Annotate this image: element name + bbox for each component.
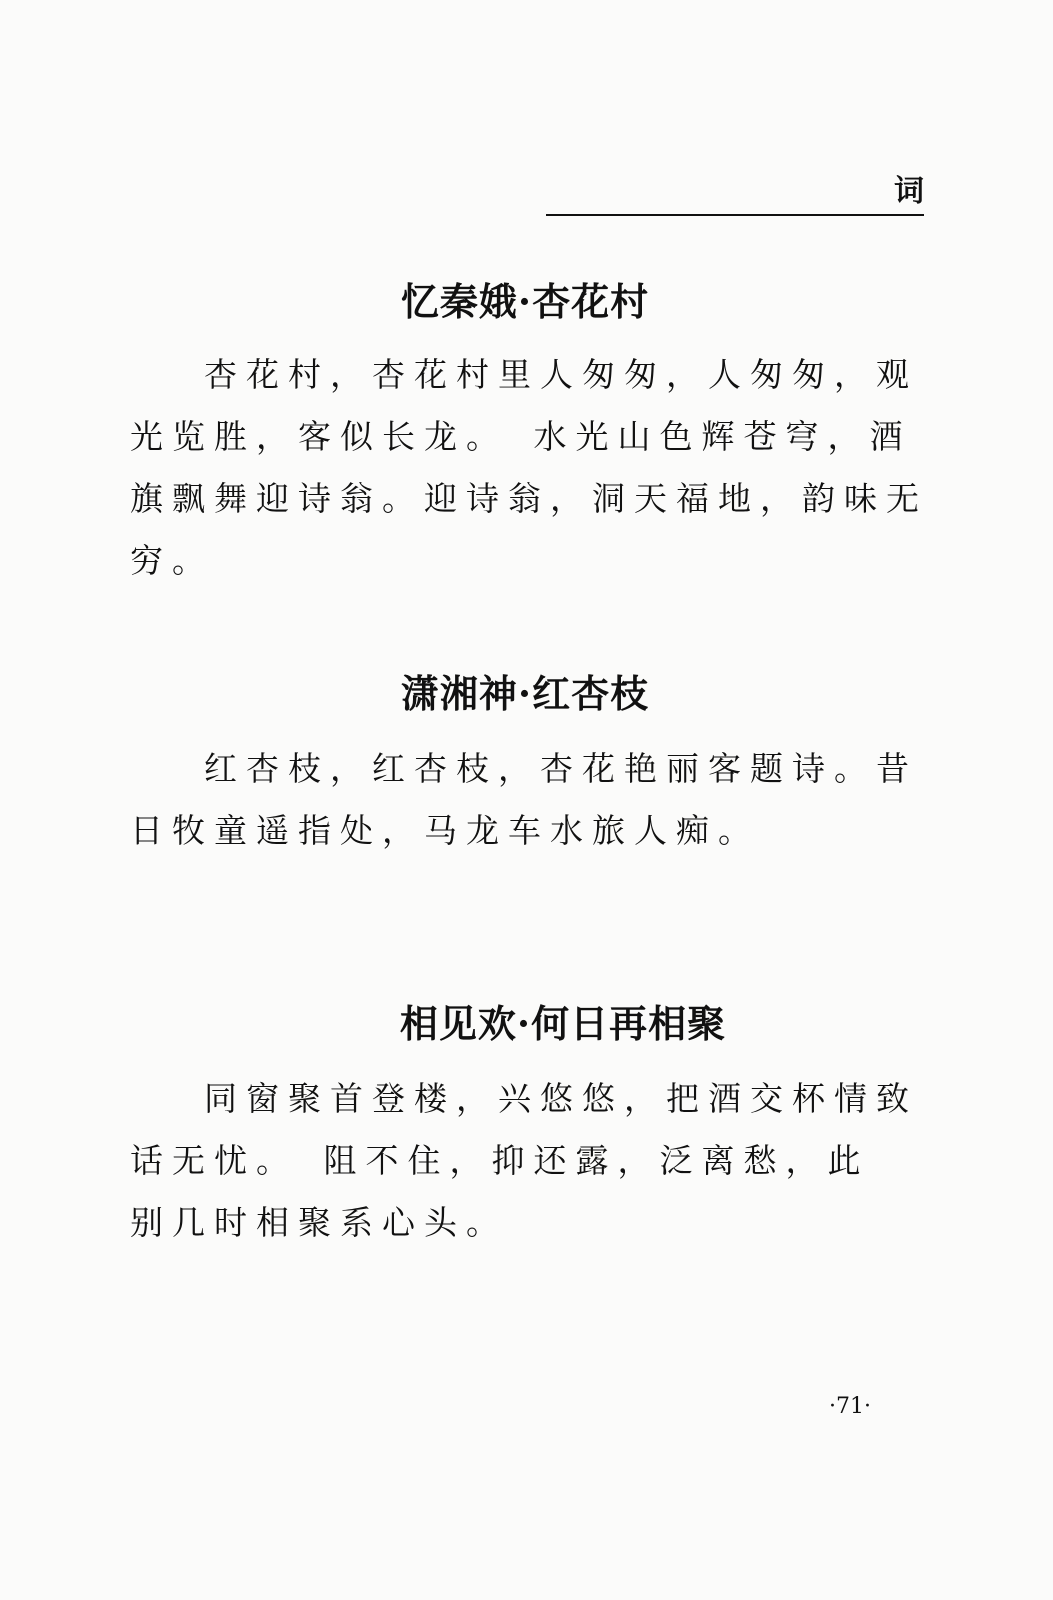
poem-body	[130, 738, 920, 862]
poem-line: 别几时相聚系心头。	[130, 1203, 508, 1242]
running-header	[546, 172, 924, 216]
poem-line: 话无忧。 阻不住，抑还露，泛离愁，此	[130, 1141, 870, 1180]
poem-line: 红杏枝，红杏枝，杏花艳丽客题诗。昔	[204, 749, 918, 788]
poem-title: 相见欢·何日再相聚	[399, 1001, 727, 1046]
poem-line: 同窗聚首登楼，兴悠悠，把酒交杯情致	[204, 1079, 918, 1118]
poem-line: 日牧童遥指处，马龙车水旅人痴。	[130, 811, 760, 850]
poem-body	[130, 344, 928, 592]
poem-body	[130, 1068, 920, 1254]
poem-line: 穷。	[130, 541, 214, 580]
page-number: ·71·	[829, 1394, 871, 1419]
poem-line: 旗飘舞迎诗翁。迎诗翁，洞天福地，韵味无	[130, 479, 928, 518]
section-label: 词	[894, 174, 924, 209]
poem-line: 杏花村，杏花村里人匆匆，人匆匆，观	[204, 355, 918, 394]
poem-title: 忆秦娥·杏花村	[400, 279, 650, 324]
poem-title: 潇湘神·红杏枝	[400, 671, 650, 716]
poem-line: 光览胜，客似长龙。 水光山色辉苍穹，酒	[130, 417, 912, 456]
